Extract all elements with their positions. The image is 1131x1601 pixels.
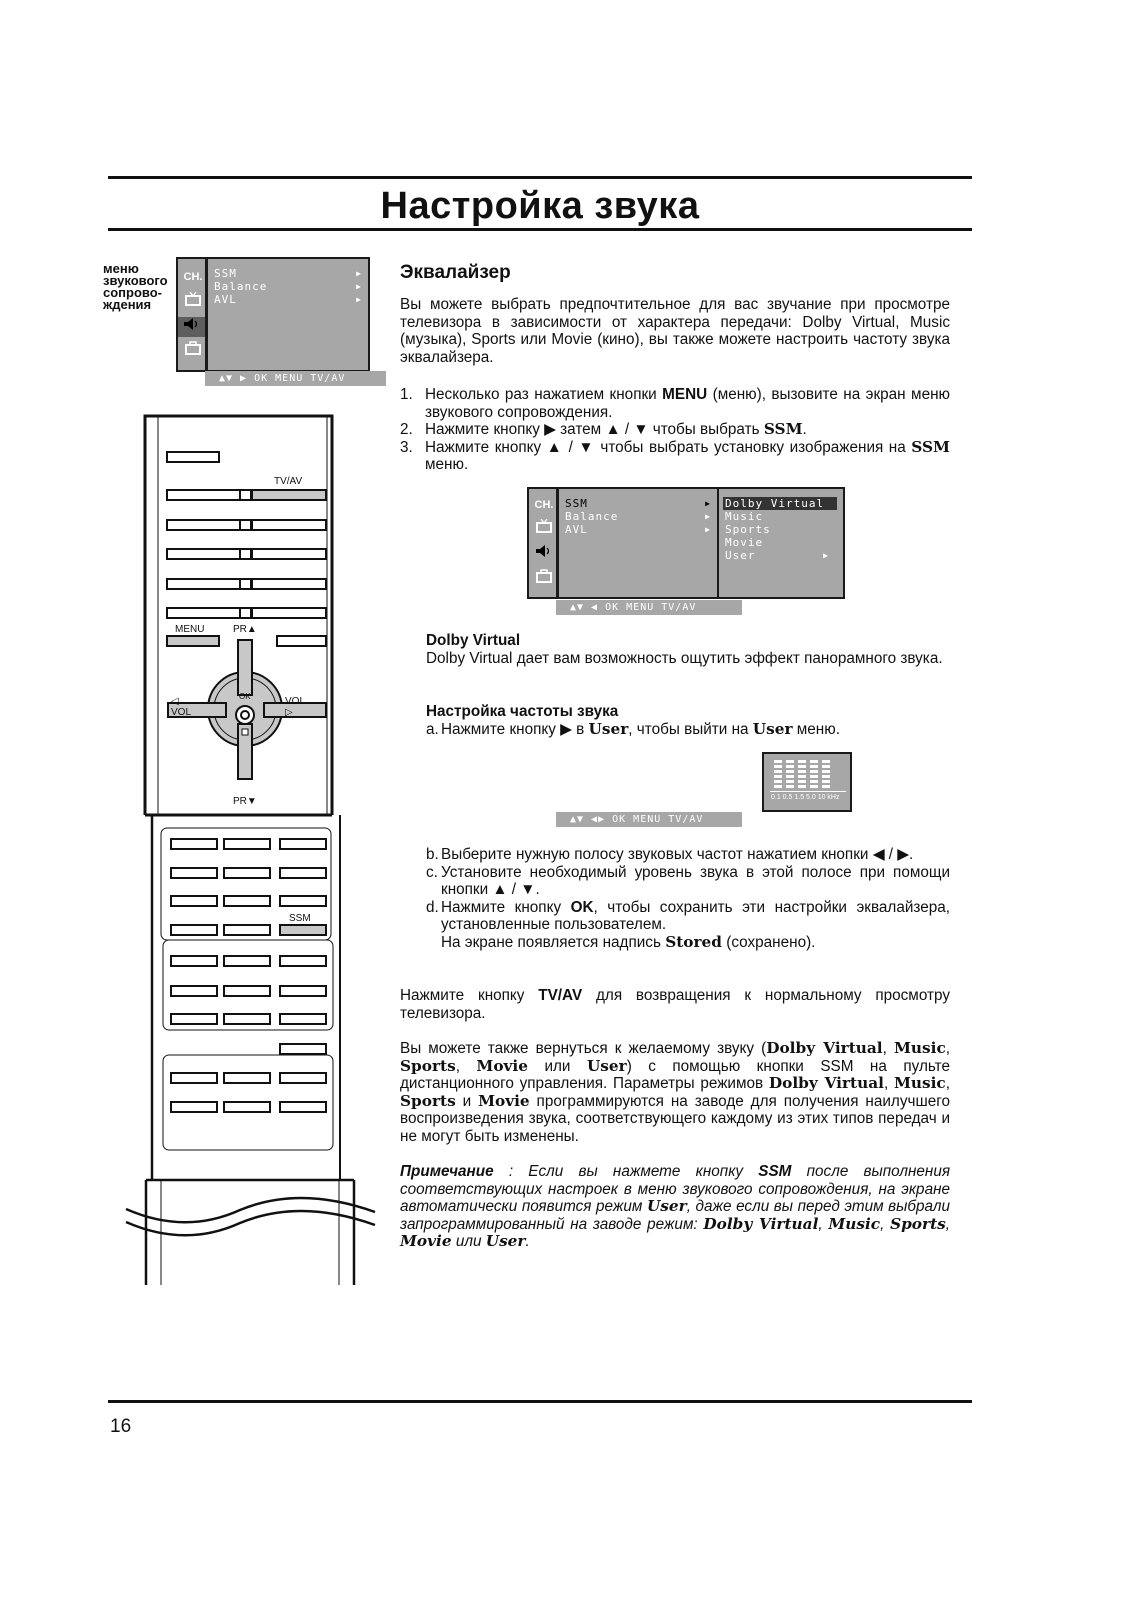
bold-text: Sports	[890, 1214, 946, 1233]
tvav-label: TV/AV	[274, 476, 303, 487]
menu-button[interactable]	[166, 635, 220, 647]
dolby-section	[426, 632, 950, 667]
osd-nav-bar: ▲▼ ◀▶ OK MENU TV/AV	[556, 812, 742, 827]
number-button[interactable]	[279, 838, 327, 850]
speaker-icon	[533, 544, 555, 564]
remote-button[interactable]	[170, 1072, 218, 1084]
caption-line: ждения	[103, 297, 152, 312]
remote-button[interactable]	[170, 1101, 218, 1113]
page-number: 16	[110, 1416, 132, 1437]
ssm-paragraph	[400, 1040, 950, 1145]
number-button[interactable]	[279, 895, 327, 907]
item-label: User	[725, 549, 756, 562]
vol-up-button[interactable]	[265, 703, 327, 719]
submenu-item-sports[interactable]	[725, 523, 837, 536]
text: ) с помощью кнопки SSM на пульте дистанционного управления. Параметры режимов	[400, 1057, 950, 1092]
ssm-button[interactable]	[279, 924, 327, 936]
freq-section	[426, 703, 950, 738]
bold-text: Dolby Virtual	[768, 1074, 884, 1092]
osd-item-ssm[interactable]	[565, 497, 711, 510]
step-bold: OK	[570, 898, 594, 916]
step-text: На экране появляется надпись	[441, 933, 666, 951]
item-label: Sports	[725, 523, 771, 536]
osd-icon-column	[529, 489, 559, 597]
text: Вы можете также вернуться к желаемому звуку (	[400, 1040, 767, 1057]
remote-button[interactable]	[170, 985, 218, 997]
remote-button[interactable]	[251, 607, 327, 619]
freq-step-d	[426, 899, 950, 934]
remote-button[interactable]	[166, 519, 241, 531]
number-button[interactable]	[223, 867, 271, 879]
text: ,	[945, 1040, 951, 1057]
chevron-right-icon: ▶	[705, 512, 711, 521]
power-button[interactable]	[166, 451, 220, 463]
step-text: (меню), вызовите на экран меню звукового сопровождения.	[425, 386, 950, 421]
osd-item-balance[interactable]	[565, 510, 711, 523]
stored-line	[426, 934, 950, 952]
bold-text: Sports	[400, 1056, 456, 1075]
step-bold: User	[752, 719, 793, 738]
number-button[interactable]	[170, 924, 218, 936]
submenu-item-movie[interactable]	[725, 536, 837, 549]
freq-step-c	[426, 864, 950, 899]
pr-down-button[interactable]	[238, 724, 252, 779]
remote-button[interactable]	[279, 955, 327, 967]
remote-button[interactable]	[166, 489, 241, 501]
step-number: 2.	[400, 421, 413, 438]
number-button[interactable]	[223, 838, 271, 850]
remote-button[interactable]	[279, 1013, 327, 1025]
text: ,	[883, 1075, 894, 1092]
equalizer-osd	[762, 752, 852, 812]
number-button[interactable]	[170, 838, 218, 850]
step-bold: Stored	[665, 932, 722, 951]
remote-button[interactable]	[251, 519, 327, 531]
bold-text: Dolby Virtual	[703, 1214, 819, 1233]
text: и	[455, 1092, 479, 1110]
text: программируются на заводе для получения наилучшего воспроизведения звука, соответствующего каждому из этих типов передач и не могут быть изменены.	[400, 1092, 950, 1145]
number-button[interactable]	[170, 867, 218, 879]
return-paragraph	[400, 987, 950, 1022]
bold-text: SSM	[758, 1163, 792, 1180]
steps-list	[400, 386, 950, 474]
remote-button[interactable]	[279, 1101, 327, 1113]
submenu-list	[725, 497, 837, 562]
bold-text: Dolby Virtual	[766, 1039, 883, 1057]
osd-item-avl[interactable]	[565, 523, 711, 536]
number-button[interactable]	[223, 924, 271, 936]
number-button[interactable]	[223, 895, 271, 907]
number-button[interactable]	[170, 895, 218, 907]
caption-line: звукового	[103, 273, 168, 288]
remote-button[interactable]	[166, 607, 241, 619]
step-text: Выберите нужную полосу звуковых частот нажатием кнопки ◀ / ▶.	[441, 846, 914, 863]
ok-label: OK	[239, 692, 251, 701]
step-text: Нажмите кнопку ▲ / ▼ чтобы выбрать установку изображения на	[425, 438, 912, 456]
text: , даже если вы перед этим выбрали запрограммированный на заводе режим:	[400, 1198, 950, 1233]
bold-text: TV/AV	[538, 987, 583, 1004]
step-text: .	[802, 421, 807, 438]
osd-nav-bar: ▲▼ ▶ OK MENU TV/AV	[205, 371, 386, 386]
vol-down-button[interactable]	[170, 703, 226, 719]
briefcase-icon	[533, 569, 555, 589]
text: Нажмите кнопку	[400, 987, 539, 1004]
chevron-right-icon: ▶	[705, 525, 711, 534]
remote-button[interactable]	[251, 578, 327, 590]
step-text: (сохранено).	[722, 933, 816, 951]
step-number: 3.	[400, 438, 413, 456]
intro-paragraph: Вы можете выбрать предпочтительное для вас звучание при просмотре телевизора в зависимости от характера передачи: Dolby Virtual, Music (музыка), Sports или Movie (кино), вы также можете настроить частоту звука эквалайзера.	[400, 296, 950, 366]
remote-button[interactable]	[279, 985, 327, 997]
bold-text: User	[646, 1197, 687, 1215]
bold-text: Music	[893, 1074, 946, 1092]
remote-button[interactable]	[279, 1072, 327, 1084]
remote-button[interactable]	[223, 985, 271, 997]
caption-line: меню	[103, 261, 139, 276]
section-heading: Эквалайзер	[400, 262, 511, 283]
text: после выполнения соответствующих настроек в меню звукового сопровождения, на экране автоматически появится режим	[400, 1163, 950, 1215]
remote-button[interactable]	[223, 1013, 271, 1025]
bold-text: User	[586, 1056, 627, 1075]
bold-text: Music	[893, 1039, 946, 1057]
chevron-right-icon: ▶	[823, 551, 829, 560]
text: ,	[945, 1075, 950, 1092]
step-number: d.	[426, 898, 439, 916]
step-text: меню.	[425, 456, 469, 473]
dolby-text: Dolby Virtual дает вам возможность ощутить эффект панорамного звука.	[426, 649, 943, 667]
chevron-right-icon: ▶	[705, 499, 711, 508]
remote-button[interactable]	[279, 1043, 327, 1055]
text: : Если вы нажмете кнопку	[493, 1163, 759, 1180]
remote-button[interactable]	[170, 955, 218, 967]
number-button[interactable]	[279, 867, 327, 879]
eq-frequency-labels: 0.1 0.5 1.5 5.0 10 kHz	[771, 794, 840, 801]
text: или	[527, 1057, 587, 1075]
submenu-item-user[interactable]	[725, 549, 837, 562]
item-label: AVL	[214, 293, 237, 306]
item-label: Music	[725, 510, 764, 523]
remote-button[interactable]	[223, 955, 271, 967]
item-label: Balance	[565, 510, 619, 523]
step-text: , чтобы выйти на	[628, 720, 753, 738]
bold-text: Sports	[400, 1091, 456, 1110]
bold-text: User	[485, 1232, 526, 1250]
item-label: AVL	[565, 523, 588, 536]
step-text: Нажмите кнопку	[441, 898, 571, 916]
remote-button[interactable]	[223, 1101, 271, 1113]
freq-heading: Настройка частоты звука	[426, 703, 619, 720]
menu-label: MENU	[175, 624, 205, 635]
text: для возвращения к нормальному просмотру телевизора.	[400, 987, 950, 1022]
caption-line: сопрово-	[103, 285, 162, 300]
step-item	[400, 421, 950, 439]
item-label: SSM	[214, 267, 237, 280]
text: ,	[818, 1215, 829, 1233]
item-label: Balance	[214, 280, 268, 293]
step-text: , чтобы сохранить эти настройки эквалайзера, установленные пользователем.	[441, 898, 950, 933]
vol-right-label: VOL ▷	[285, 696, 305, 718]
freq-step-b	[426, 846, 950, 864]
text: ,	[945, 1215, 950, 1233]
freq-step-a	[426, 721, 950, 739]
osd-menu-list	[565, 497, 711, 536]
bold-text: Movie	[476, 1056, 528, 1075]
step-number: 1.	[400, 386, 413, 403]
remote-button[interactable]	[166, 548, 241, 560]
tv-icon	[533, 519, 555, 539]
equalizer-bars-icon	[764, 754, 850, 810]
step-bold: MENU	[662, 386, 708, 403]
step-item	[400, 386, 950, 421]
remote-button[interactable]	[223, 1072, 271, 1084]
text: ,	[880, 1215, 891, 1233]
ssm-label: SSM	[289, 913, 311, 924]
pr-up-label: PR▲	[233, 624, 257, 635]
osd-nav-bar: ▲▼ ◀ OK MENU TV/AV	[556, 600, 742, 615]
footer-rule	[108, 1400, 972, 1403]
step-item	[400, 439, 950, 474]
remote-button[interactable]	[170, 1013, 218, 1025]
text: ,	[882, 1040, 894, 1057]
step-text: Нажмите кнопку ▶ в	[441, 720, 589, 738]
chevron-right-icon: ▶	[356, 282, 362, 291]
text: или	[451, 1233, 486, 1250]
submenu-item-dolby-virtual[interactable]	[723, 497, 837, 510]
tvav-button[interactable]	[251, 489, 327, 501]
pr-down-label: PR▼	[233, 796, 257, 807]
bold-text: Music	[828, 1214, 881, 1233]
step-number: b.	[426, 846, 439, 863]
pr-up-button[interactable]	[238, 640, 252, 695]
step-text: Установите необходимый уровень звука в этой полосе при помощи кнопки ▲ / ▼.	[441, 863, 950, 898]
step-text: Несколько раз нажатием кнопки	[425, 386, 663, 403]
page-title: Настройка звука	[380, 185, 700, 227]
freq-steps-bcd	[426, 846, 950, 951]
step-bold: SSM	[911, 437, 950, 456]
remote-button[interactable]	[251, 548, 327, 560]
item-label: Movie	[725, 536, 764, 549]
remote-button[interactable]	[166, 578, 241, 590]
text: .	[525, 1233, 530, 1250]
step-number: a.	[426, 720, 439, 738]
ch-icon: CH.	[534, 499, 554, 511]
ssm-menu-osd	[527, 487, 719, 599]
step-bold: User	[588, 719, 629, 738]
step-text: Нажмите кнопку ▶ затем ▲ / ▼ чтобы выбрать	[425, 421, 764, 438]
step-text: меню.	[792, 720, 840, 738]
bold-text: Movie	[400, 1232, 452, 1250]
step-number: c.	[426, 863, 438, 881]
text: ,	[455, 1057, 477, 1075]
remote-button[interactable]	[276, 635, 327, 647]
chevron-right-icon: ▶	[356, 269, 362, 278]
item-label: SSM	[565, 497, 588, 510]
note-paragraph	[400, 1163, 950, 1251]
vol-left-label: ◁ VOL	[171, 696, 192, 718]
submenu-item-music[interactable]	[725, 510, 837, 523]
bold-text: Movie	[478, 1091, 530, 1110]
ch-icon: CH.	[183, 271, 203, 283]
dolby-heading: Dolby Virtual	[426, 632, 521, 649]
item-label: Dolby Virtual	[725, 497, 825, 510]
note-label: Примечание	[400, 1163, 494, 1180]
ssm-submenu	[717, 487, 845, 599]
step-bold: SSM	[763, 420, 803, 438]
chevron-right-icon: ▶	[356, 295, 362, 304]
